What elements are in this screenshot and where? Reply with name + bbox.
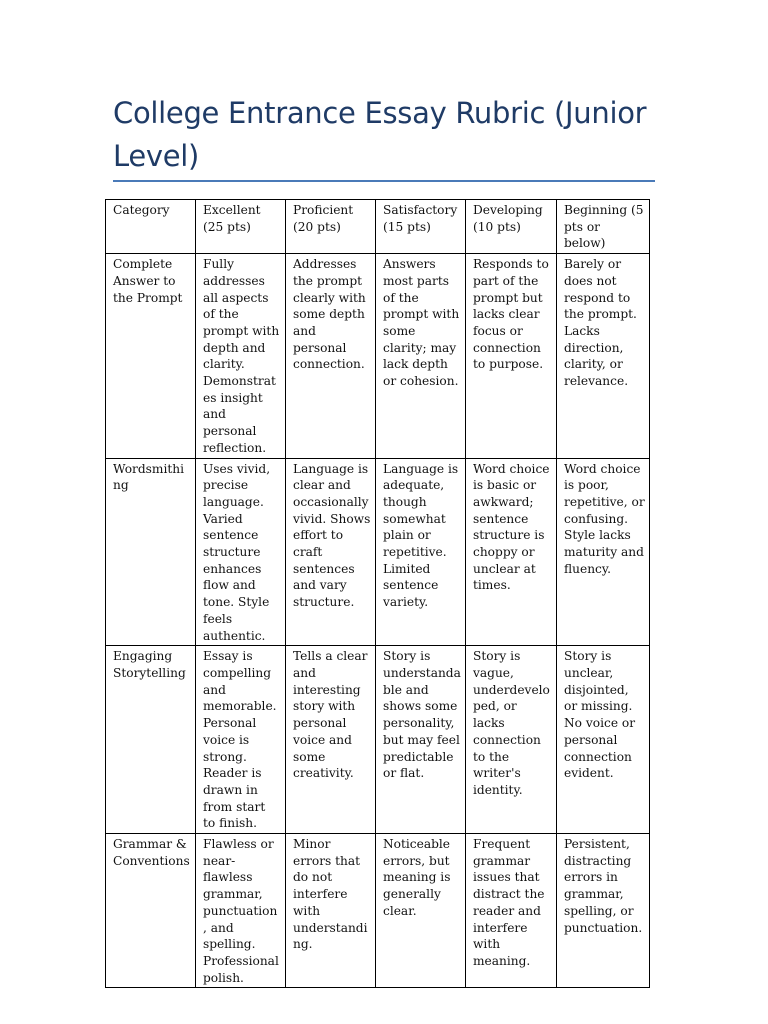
rubric-table xyxy=(105,199,650,988)
table-row xyxy=(106,834,650,988)
table-cell: Essay is compelling and memorable. Personal voice is strong. Reader is drawn in from start to finish. xyxy=(196,646,286,834)
header-cell-excellent: Excellent (25 pts) xyxy=(196,200,286,254)
table-cell: Responds to part of the prompt but lacks clear focus or connection to purpose. xyxy=(466,254,557,458)
table-cell: Minor errors that do not interfere with understandi ng. xyxy=(286,834,376,988)
table-cell: Word choice is basic or awkward; sentence structure is choppy or unclear at times. xyxy=(466,458,557,646)
table-cell: Tells a clear and interesting story with personal voice and some creativity. xyxy=(286,646,376,834)
table-cell: Language is adequate, though somewhat plain or repetitive. Limited sentence variety. xyxy=(376,458,466,646)
table-cell: Story is understanda ble and shows some personality, but may feel predictable or flat. xyxy=(376,646,466,834)
table-cell: Language is clear and occasionally vivid. Shows effort to craft sentences and vary structure. xyxy=(286,458,376,646)
table-cell: Flawless or near-flawless grammar, punctuation, and spelling. Professional polish. xyxy=(196,834,286,988)
header-cell-proficient: Proficient (20 pts) xyxy=(286,200,376,254)
table-cell: Answers most parts of the prompt with some clarity; may lack depth or cohesion. xyxy=(376,254,466,458)
header-cell-beginning: Beginning (5 pts or below) xyxy=(557,200,650,254)
table-cell: Persistent, distracting errors in grammar, spelling, or punctuation. xyxy=(557,834,650,988)
header-cell-satisfactory: Satisfactory (15 pts) xyxy=(376,200,466,254)
table-cell: Fully addresses all aspects of the prompt with depth and clarity. Demonstrat es insight and personal reflection. xyxy=(196,254,286,458)
table-header-row xyxy=(106,200,650,254)
table-cell: Story is vague, underdevelo ped, or lacks connection to the writer's identity. xyxy=(466,646,557,834)
page-title: College Entrance Essay Rubric (Junior Level) xyxy=(113,96,647,173)
table-cell: Uses vivid, precise language. Varied sentence structure enhances flow and tone. Style feels authentic. xyxy=(196,458,286,646)
header-cell-developing: Developing (10 pts) xyxy=(466,200,557,254)
table-cell-category: Complete Answer to the Prompt xyxy=(106,254,196,458)
table-cell: Noticeable errors, but meaning is generally clear. xyxy=(376,834,466,988)
table-cell: Story is unclear, disjointed, or missing. No voice or personal connection evident. xyxy=(557,646,650,834)
table-cell-category: Engaging Storytelling xyxy=(106,646,196,834)
table-row xyxy=(106,458,650,646)
table-cell: Frequent grammar issues that distract the reader and interfere with meaning. xyxy=(466,834,557,988)
header-cell-category: Category xyxy=(106,200,196,254)
table-cell: Word choice is poor, repetitive, or confusing. Style lacks maturity and fluency. xyxy=(557,458,650,646)
table-cell: Addresses the prompt clearly with some depth and personal connection. xyxy=(286,254,376,458)
table-cell-category: Wordsmithi ng xyxy=(106,458,196,646)
title-divider xyxy=(113,180,655,182)
table-cell: Barely or does not respond to the prompt. Lacks direction, clarity, or relevance. xyxy=(557,254,650,458)
table-row xyxy=(106,254,650,458)
table-row xyxy=(106,646,650,834)
table-cell-category: Grammar & Conventions xyxy=(106,834,196,988)
